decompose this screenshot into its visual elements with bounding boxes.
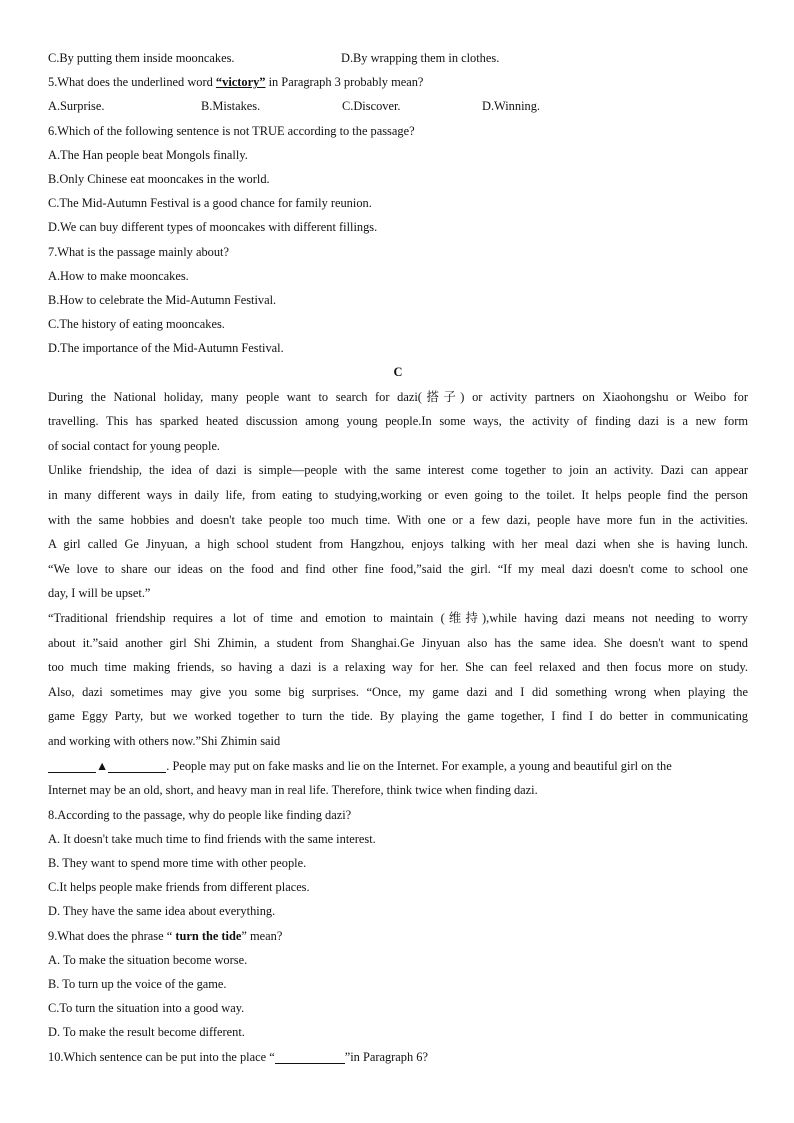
q9-keyword: turn the tide <box>175 928 242 943</box>
q5-option-d: D.Winning. <box>482 99 541 114</box>
q6-option-a: A.The Han people beat Mongols finally. <box>48 147 248 162</box>
q4-options <box>48 46 748 70</box>
passage-line-with-blank <box>48 754 748 779</box>
q10-stem-post: ”in Paragraph 6? <box>344 1049 428 1064</box>
passage-line: and working with others now.”Shi Zhimin said <box>48 733 281 748</box>
q7-option-a: A.How to make mooncakes. <box>48 268 189 283</box>
passage-line: too much time making friends, so having a dazi is a relaxing way for her. She can feel relaxed and then focus more on study. <box>48 660 748 675</box>
worksheet-page <box>48 46 748 1069</box>
section-c-heading: C <box>393 365 403 380</box>
passage-line: Internet may be an old, short, and heavy man in real life. Therefore, think twice when finding dazi. <box>48 783 538 798</box>
q10-stem <box>48 1045 748 1069</box>
q6-option-c: C.The Mid-Autumn Festival is a good chance for family reunion. <box>48 196 372 211</box>
q6-option-b: B.Only Chinese eat mooncakes in the world. <box>48 171 270 186</box>
passage-paragraph-3 <box>48 606 748 754</box>
q8-stem: 8.According to the passage, why do people like finding dazi? <box>48 807 352 822</box>
passage-line: Unlike friendship, the idea of dazi is simple—people with the same interest come together to join an activity. Dazi can appear <box>48 463 748 478</box>
q7-option-d: D.The importance of the Mid-Autumn Festival. <box>48 341 284 356</box>
q9-option-d: D. To make the result become different. <box>48 1025 245 1040</box>
passage-line: in many different ways in daily life, from eating to studying,working or even going to the toilet. It helps people find the person <box>48 488 748 502</box>
q6-option-d: D.We can buy different types of mooncakes with different fillings. <box>48 220 378 235</box>
q5-stem-pre: 5.What does the underlined word <box>48 75 216 90</box>
q5-stem <box>48 70 748 94</box>
passage-line: day, I will be upset.” <box>48 586 151 601</box>
q9-stem <box>48 924 748 948</box>
answer-blank-left <box>48 758 96 773</box>
passage-paragraph-1 <box>48 385 748 459</box>
q10-stem-pre: 10.Which sentence can be put into the place “ <box>48 1049 275 1064</box>
q8-option-c: C.It helps people make friends from different places. <box>48 880 310 895</box>
q4-option-d: D.By wrapping them in clothes. <box>341 51 500 65</box>
passage-line: “We love to share our ideas on the food and find other fine food,”said the girl. “If my meal dazi doesn't come to school one <box>48 561 748 576</box>
q4-option-c: C.By putting them inside mooncakes. <box>48 51 235 65</box>
q9-option-b: B. To turn up the voice of the game. <box>48 977 227 992</box>
answer-blank-right <box>108 758 166 773</box>
passage-line: A girl called Ge Jinyuan, a high school student from Hangzhou, enjoys talking with her meal dazi when she is having lunch. <box>48 537 748 552</box>
q9-option-c: C.To turn the situation into a good way. <box>48 1001 245 1016</box>
q7-option-c: C.The history of eating mooncakes. <box>48 317 225 332</box>
q9-stem-pre: 9.What does the phrase “ <box>48 928 176 943</box>
q8-option-a: A. It doesn't take much time to find friends with the same interest. <box>48 831 376 846</box>
passage-line: of social contact for young people. <box>48 438 221 453</box>
passage-line: Also, dazi sometimes may give you some big surprises. “Once, my game dazi and I did something wrong when playing the <box>48 684 748 699</box>
passage-line: about it.”said another girl Shi Zhimin, a student from Shanghai.Ge Jinyuan also has the same idea. She doesn't want to spend <box>48 635 748 650</box>
q5-keyword: “victory” <box>215 75 266 90</box>
passage-line: During the National holiday, many people want to search for dazi(搭子) or activity partners on Xiaohongshu or Weibo for <box>48 389 748 404</box>
q7-option-b: B.How to celebrate the Mid-Autumn Festival. <box>48 292 277 307</box>
passage-line: game Eggy Party, but we worked together to turn the tide. By playing the game together, I find I do better in communicating <box>48 709 748 724</box>
passage-line-text: . People may put on fake masks and lie on the Internet. For example, a young and beautiful girl on the <box>166 758 672 773</box>
passage-paragraph-2 <box>48 458 748 606</box>
triangle-marker: ▲ <box>96 758 109 773</box>
q5-option-c: C.Discover. <box>342 99 401 114</box>
q5-stem-post: in Paragraph 3 probably mean? <box>265 75 424 90</box>
passage-line: with the same hobbies and doesn't take people too much time. With one or a few dazi, people have more fun in the activities. <box>48 512 748 527</box>
passage-line: travelling. This has sparked heated discussion among young people.In some ways, the activity of finding dazi is a new form <box>48 414 748 429</box>
q9-stem-post: ” mean? <box>241 928 283 943</box>
q5-option-b: B.Mistakes. <box>201 99 261 114</box>
q9-option-a: A. To make the situation become worse. <box>48 952 248 967</box>
q5-option-a: A.Surprise. <box>48 99 105 114</box>
q8-option-b: B. They want to spend more time with other people. <box>48 856 307 871</box>
q6-stem: 6.Which of the following sentence is not TRUE according to the passage? <box>48 123 415 138</box>
q8-option-d: D. They have the same idea about everything. <box>48 904 276 919</box>
q5-options <box>48 94 748 118</box>
passage-paragraph-4 <box>48 754 748 803</box>
passage-line: “Traditional friendship requires a lot of time and emotion to maintain (维持),while having dazi means not needing to worry <box>48 610 748 625</box>
q10-blank <box>275 1049 345 1064</box>
q7-stem: 7.What is the passage mainly about? <box>48 244 229 259</box>
